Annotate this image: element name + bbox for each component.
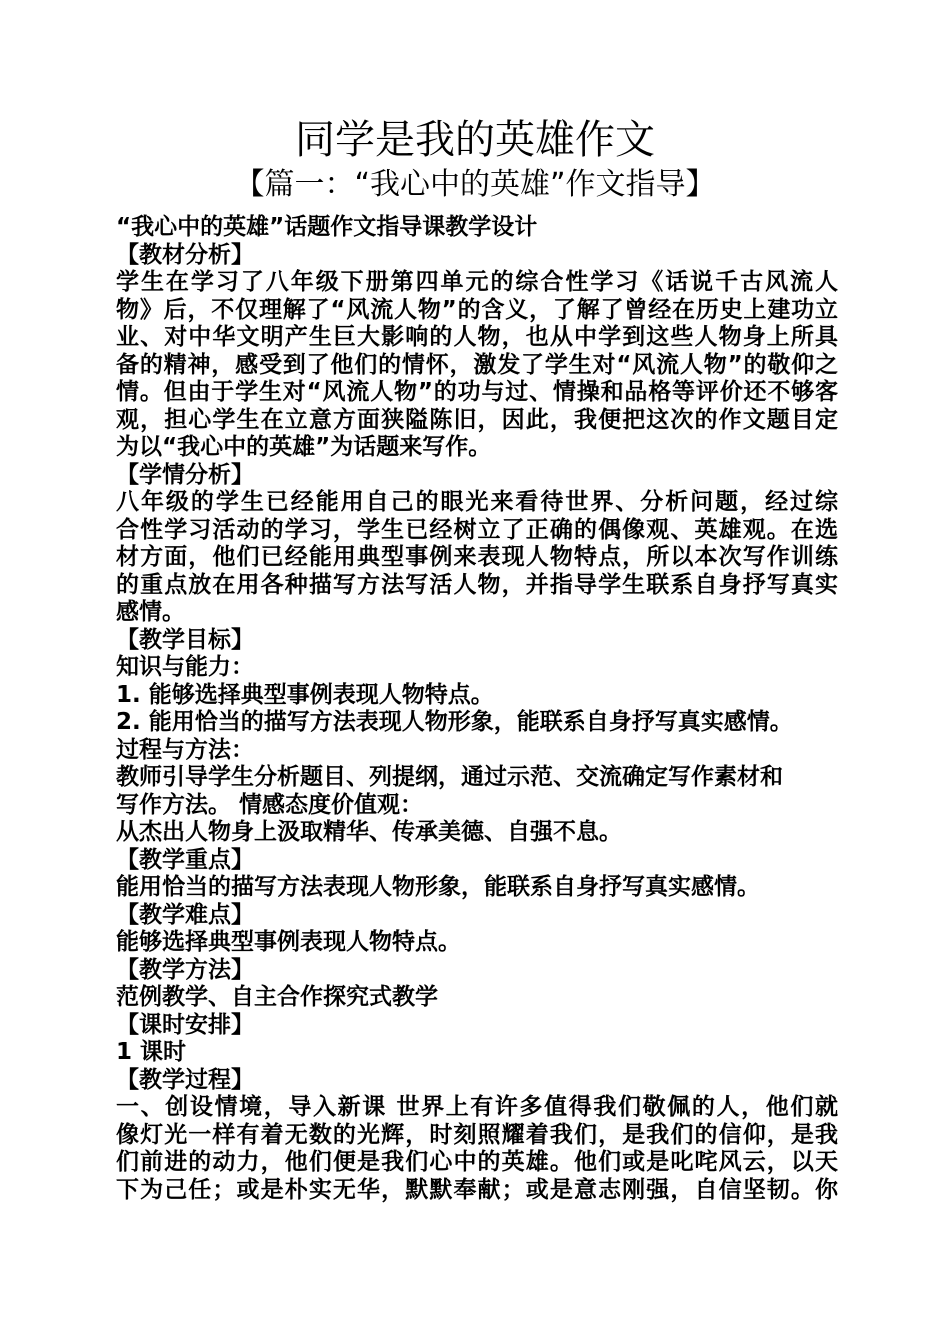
text-line: 写作方法。 情感态度价值观： [116,791,424,818]
text-line: 八年级的学生已经能用自己的眼光来看待世界、分析问题，经过综 [116,489,838,515]
text-line: 从杰出人物身上汲取精华、传承美德、自强不息。 [116,819,622,845]
text-line: 观，担心学生在立意方面狭隘陈旧，因此，我便把这次的作文题目定 [116,406,838,433]
text-line: 的重点放在用各种描写方法写活人物，并指导学生联系自身抒写真实 [116,571,838,598]
text-line: 【教学重点】 [116,846,254,873]
text-line: 像灯光一样有着无数的光辉，时刻照耀着我们，是我们的信仰，是我 [116,1121,838,1148]
text-line: 下为己任；或是朴实无华，默默奉献；或是意志刚强，自信坚韧。你 [116,1176,838,1203]
text-line: 备的精神，感受到了他们的情怀，激发了学生对“风流人物”的敬仰之 [116,351,838,378]
text-line: 【教材分析】 [116,241,254,268]
text-line: 材方面，他们已经能用典型事例来表现人物特点，所以本次写作训练 [116,544,838,570]
text-line: 物》后，不仅理解了“风流人物”的含义，了解了曾经在历史上建功立 [116,296,838,323]
text-line: 教师引导学生分析题目、列提纲，通过示范、交流确定写作素材和 [116,764,783,790]
text-line: 合性学习活动的学习，学生已经树立了正确的偶像观、英雄观。在选 [116,516,838,543]
text-line: 业、对中华文明产生巨大影响的人物，也从中学到这些人物身上所具 [116,324,838,350]
document-title: 同学是我的英雄作文 [295,117,655,163]
text-line: 能用恰当的描写方法表现人物形象，能联系自身抒写真实感情。 [116,874,760,900]
text-line: 情。但由于学生对“风流人物”的功与过、情操和品格等评价还不够客 [116,379,838,405]
text-line: “我心中的英雄”话题作文指导课教学设计 [116,214,538,240]
text-line: 为以“我心中的英雄”为话题来写作。 [116,434,492,460]
text-line: 1. 能够选择典型事例表现人物特点。 [116,681,494,708]
text-line: 过程与方法： [116,736,254,763]
text-line: 1 课时 [116,1039,187,1065]
text-line: 能够选择典型事例表现人物特点。 [116,929,461,955]
text-line: 学生在学习了八年级下册第四单元的综合性学习《话说千古风流人 [116,269,838,295]
document-subtitle: 【篇一：“我心中的英雄”作文指导】 [234,167,716,202]
text-line: 们前进的动力，他们便是我们心中的英雄。他们或是叱咤风云，以天 [116,1149,838,1175]
text-line: 2. 能用恰当的描写方法表现人物形象，能联系自身抒写真实感情。 [116,709,793,735]
text-line: 【教学方法】 [116,956,254,983]
text-line: 【教学过程】 [116,1066,254,1093]
text-line: 【教学目标】 [116,626,254,653]
document-body [116,214,838,1204]
text-line: 知识与能力： [116,654,254,680]
text-line: 【教学难点】 [116,901,254,928]
text-line: 感情。 [116,599,185,625]
text-line: 范例教学、自主合作探究式教学 [116,984,438,1010]
text-line: 【课时安排】 [116,1011,254,1038]
text-line: 一、创设情境，导入新课 世界上有许多值得我们敬佩的人，他们就 [116,1094,838,1120]
text-line: 【学情分析】 [116,461,254,488]
